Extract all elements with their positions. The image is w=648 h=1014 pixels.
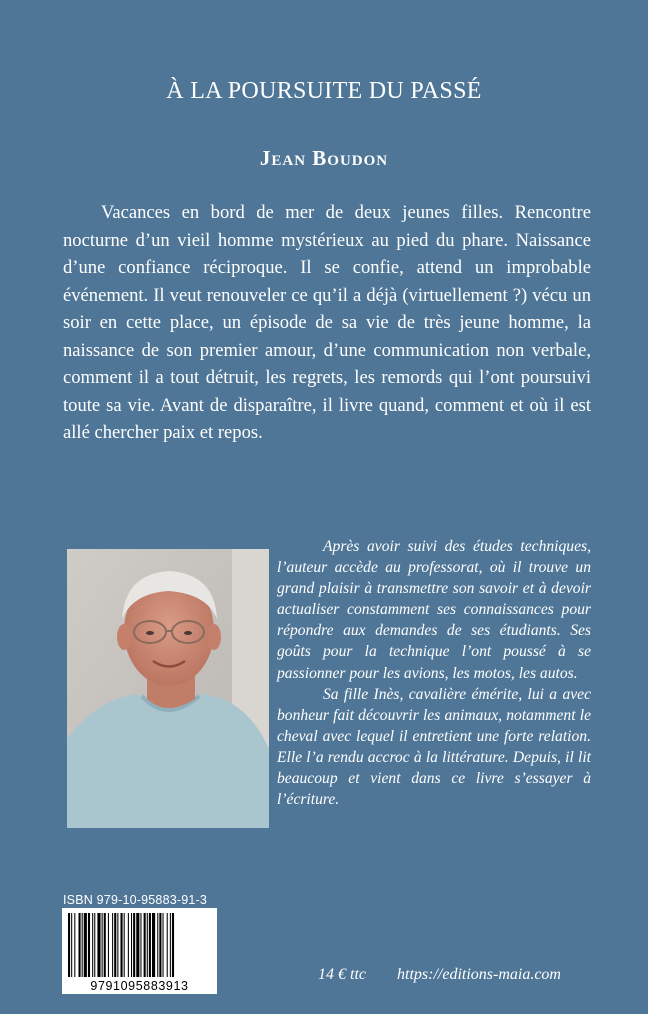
barcode-bar <box>157 913 158 977</box>
barcode-bar <box>117 913 118 977</box>
barcode-bar <box>147 913 148 977</box>
barcode-bar <box>172 913 174 977</box>
barcode-bar <box>149 913 151 977</box>
publisher-url: https://editions-maia.com <box>397 966 561 983</box>
barcode-bar <box>84 913 87 977</box>
bio-paragraph-2: Sa fille Inès, cavalière émérite, lui a avec bonheur fait découvrir les animaux, notamment le cheval avec lequel il entretient une forte relation. Elle l’a rendu accroc à la littérature. Depuis, il lit beaucoup et vient dans ce livre s’essayer à l’écriture. <box>277 685 591 809</box>
barcode-bar <box>131 913 132 977</box>
author-name: Jean Boudon <box>259 146 389 170</box>
barcode-bar <box>102 913 103 977</box>
barcode-bar <box>121 913 123 977</box>
barcode-bar <box>82 913 83 977</box>
barcode-bar <box>68 913 70 977</box>
barcode-bar <box>74 913 75 977</box>
barcode-bar <box>128 913 129 977</box>
barcode-bar <box>92 913 93 977</box>
barcode-bar <box>144 913 146 977</box>
isbn-barcode <box>62 908 217 994</box>
barcode-bar <box>136 913 139 977</box>
barcode-bars <box>62 908 217 994</box>
synopsis <box>63 199 591 447</box>
barcode-bar <box>79 913 81 977</box>
author-photo <box>67 549 269 828</box>
synopsis-paragraph: Vacances en bord de mer de deux jeunes filles. Rencontre nocturne d’un vieil homme mystérieux au pied du phare. Naissance d’une confiance réciproque. Il se confie, attend un improbable événement. Il veut renouveler ce qu’il a déjà (virtuellement ?) vécu un soir en cette place, un épisode de sa vie de très jeune homme, la naissance de son premier amour, d’une communication non verbale, comment il a tout détruit, les regrets, les remords qui l’ont poursuivi toute sa vie. Avant de disparaître, il livre quand, comment et où il est allé chercher paix et repos. <box>63 202 591 443</box>
barcode-bar <box>112 913 113 977</box>
author-bio <box>277 536 591 810</box>
barcode-bar <box>108 913 109 977</box>
barcode-bar <box>163 913 164 977</box>
isbn-label: ISBN 979-10-95883-91-3 <box>63 893 208 907</box>
barcode-bar <box>159 913 161 977</box>
barcode-bar <box>133 913 135 977</box>
barcode-bar <box>94 913 95 977</box>
barcode-bar <box>104 913 106 977</box>
barcode-bar <box>97 913 100 977</box>
barcode-bar <box>124 913 125 977</box>
barcode-bar <box>114 913 116 977</box>
barcode-bar <box>88 913 90 977</box>
bio-paragraph-1: Après avoir suivi des études techniques, l’auteur accède au professorat, où il trouve un grand plaisir à transmettre son savoir et à devoir actualiser constamment ses connaissances pour répondre aux demandes de ses étudiants. Ses goûts pour la technique l’ont poussé à se passionner pour les avions, les motos, les autos. <box>277 538 591 682</box>
barcode-digits: 9791095883913 <box>90 979 189 993</box>
barcode-bar <box>170 913 171 977</box>
barcode-bar <box>152 913 155 977</box>
author-portrait-image <box>67 549 269 828</box>
barcode-bar <box>167 913 168 977</box>
barcode-bar <box>71 913 72 977</box>
book-title: À LA POURSUITE DU PASSÉ <box>166 78 482 104</box>
barcode-bar <box>140 913 141 977</box>
price: 14 € ttc <box>318 966 366 983</box>
